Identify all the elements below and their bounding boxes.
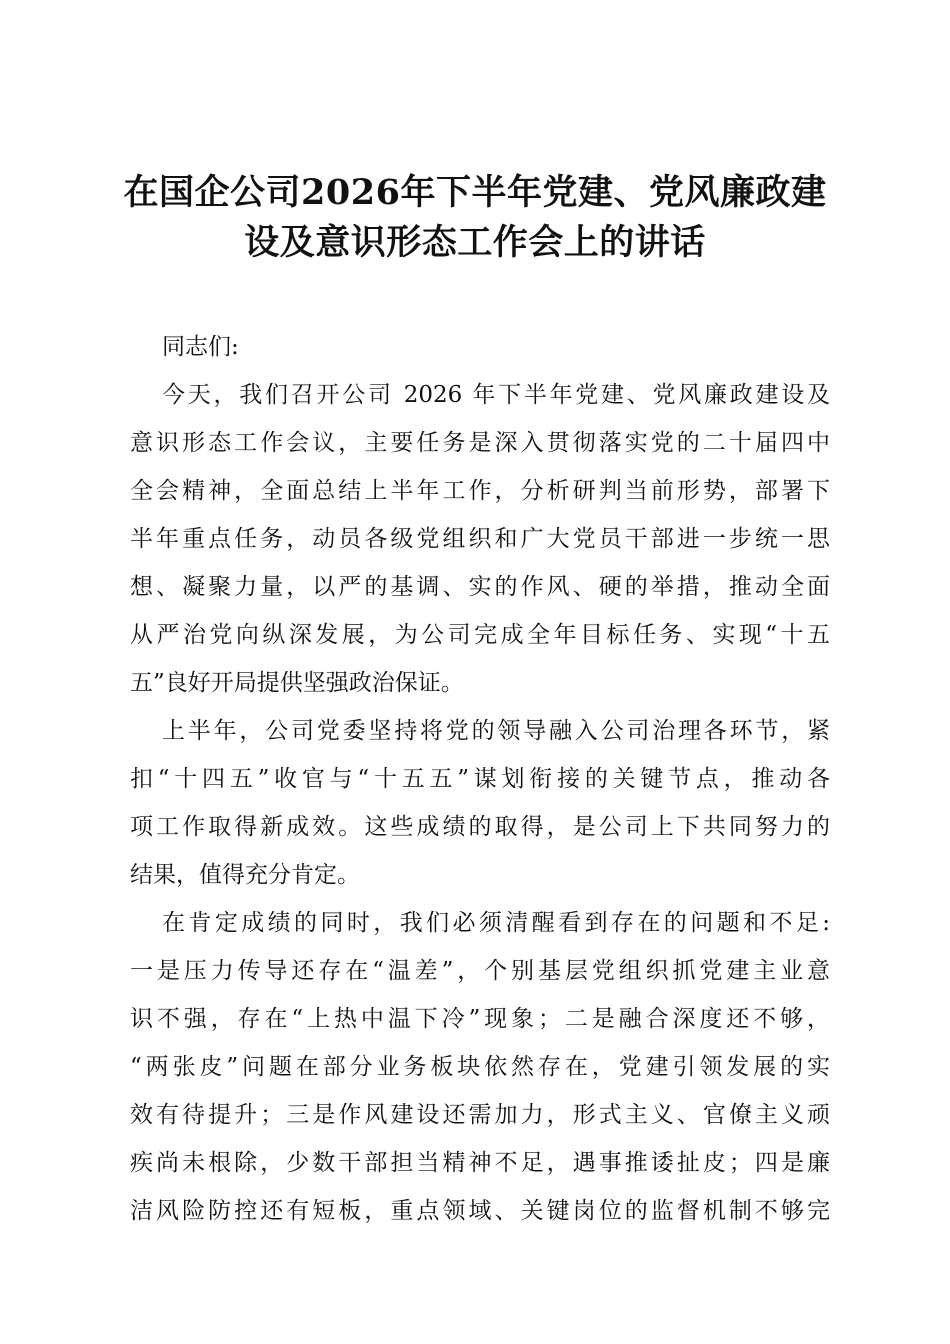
body-text-line: 一是压力传导还存在“温差”，个别基层党组织抓党建主业意 (130, 958, 830, 984)
body-text-line: 扣“十四五”收官与“十五五”谋划衔接的关键节点，推动各 (130, 766, 830, 792)
body-text-line: 结果，值得充分肯定。 (130, 862, 360, 888)
body-text-line: 上半年，公司党委坚持将党的领导融入公司治理各环节，紧 (162, 718, 830, 744)
body-text-line: 识不强，存在“上热中温下冷”现象；二是融合深度还不够， (130, 1006, 830, 1032)
body-text-line: 想、凝聚力量，以严的基调、实的作风、硬的举措，推动全面 (130, 574, 830, 600)
body-text-line: 效有待提升；三是作风建设还需加力，形式主义、官僚主义顽 (130, 1102, 830, 1128)
document-title-line-1: 在国企公司2026年下半年党建、党风廉政建 (123, 172, 827, 213)
document-body (130, 323, 830, 1235)
body-text-line: 意识形态工作会议，主要任务是深入贯彻落实党的二十届四中 (130, 430, 830, 456)
body-text-line: 半年重点任务，动员各级党组织和广大党员干部进一步统一思 (130, 526, 830, 552)
body-text-line: 今天，我们召开公司 2026 年下半年党建、党风廉政建设及 (162, 382, 830, 408)
body-text-line: 疾尚未根除，少数干部担当精神不足，遇事推诿扯皮；四是廉 (130, 1150, 830, 1176)
body-text-line: 洁风险防控还有短板，重点领域、关键岗位的监督机制不够完 (130, 1198, 830, 1224)
body-text-line: 在肯定成绩的同时，我们必须清醒看到存在的问题和不足: (162, 910, 830, 936)
body-text-line: 五”良好开局提供坚强政治保证。 (130, 670, 464, 696)
document-title-line-2: 设及意识形态工作会上的讲话 (244, 222, 706, 263)
body-text-line: 同志们: (162, 334, 239, 360)
body-text-line: “两张皮”问题在部分业务板块依然存在，党建引领发展的实 (130, 1054, 830, 1080)
body-text-line: 项工作取得新成效。这些成绩的取得，是公司上下共同努力的 (130, 814, 830, 840)
body-text-line: 全会精神，全面总结上半年工作，分析研判当前形势，部署下 (130, 478, 830, 504)
body-text-line: 从严治党向纵深发展，为公司完成全年目标任务、实现“十五 (130, 622, 830, 648)
